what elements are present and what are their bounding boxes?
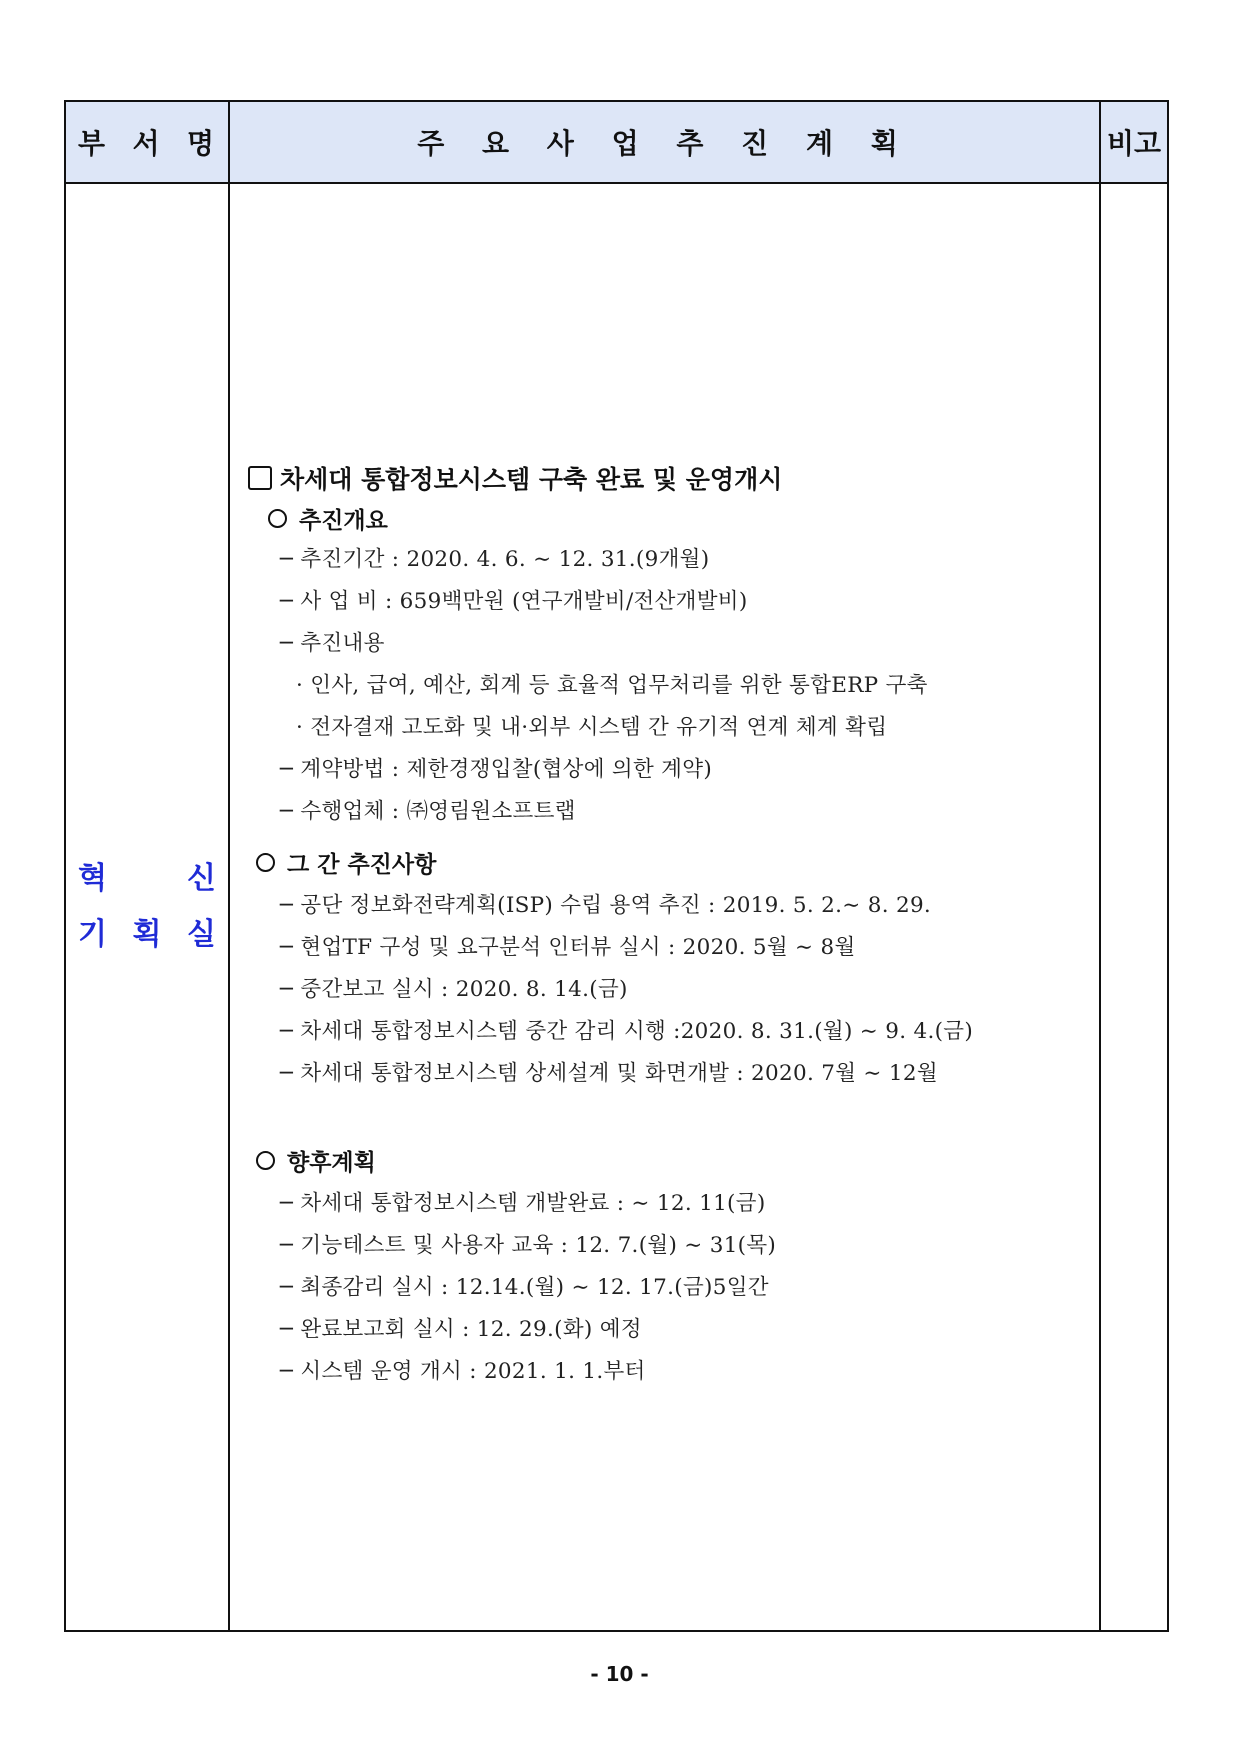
section-heading-overview xyxy=(268,502,388,535)
project-title xyxy=(248,460,782,496)
dept-name-line: 기 획 실 xyxy=(78,917,216,952)
section-heading-text: 추진개요 xyxy=(299,508,388,534)
page-number: - 10 - xyxy=(590,1662,649,1686)
table-body-row xyxy=(65,183,1168,1631)
plan-cell xyxy=(229,183,1100,1631)
future-item: ─ 차세대 통합정보시스템 개발완료 : ∼ 12. 11(금) xyxy=(280,1191,766,1216)
overview-item: ─ 수행업체 : ㈜영림원소프트랩 xyxy=(280,799,576,824)
section-heading-text: 향후계획 xyxy=(287,1150,376,1176)
progress-item: ─ 공단 정보화전략계획(ISP) 수립 용역 추진 : 2019. 5. 2.∼ 8. 29. xyxy=(280,893,932,918)
overview-item: ─ 추진기간 : 2020. 4. 6. ∼ 12. 31.(9개월) xyxy=(280,547,710,572)
future-item: ─ 완료보고회 실시 : 12. 29.(화) 예정 xyxy=(280,1317,642,1342)
overview-item: ─ 추진내용 xyxy=(280,631,385,656)
overview-subitem: · 인사, 급여, 예산, 회계 등 효율적 업무처리를 위한 통합ERP 구축 xyxy=(296,673,928,698)
dept-name-line: 혁 신 xyxy=(78,861,216,896)
future-item: ─ 최종감리 실시 : 12.14.(월) ∼ 12. 17.(금)5일간 xyxy=(280,1275,769,1300)
header-main-plan: 주 요 사 업 추 진 계 획 xyxy=(229,101,1100,183)
remarks-cell xyxy=(1100,183,1168,1631)
future-item: ─ 시스템 운영 개시 : 2021. 1. 1.부터 xyxy=(280,1359,646,1384)
header-dept-name: 부 서 명 xyxy=(65,101,229,183)
section-heading-progress xyxy=(256,846,436,879)
progress-item: ─ 차세대 통합정보시스템 중간 감리 시행 :2020. 8. 31.(월) ∼ 9. 4.(금) xyxy=(280,1019,974,1044)
future-item: ─ 기능테스트 및 사용자 교육 : 12. 7.(월) ∼ 31(목) xyxy=(280,1233,777,1258)
circle-bullet-icon xyxy=(256,1151,275,1170)
section-heading-future xyxy=(256,1144,376,1177)
overview-subitem: · 전자결재 고도화 및 내·외부 시스템 간 유기적 연계 체계 확립 xyxy=(296,715,888,740)
table-header-row xyxy=(65,101,1168,183)
dept-cell xyxy=(65,183,229,1631)
circle-bullet-icon xyxy=(256,853,275,872)
project-title-text: 차세대 통합정보시스템 구축 완료 및 운영개시 xyxy=(280,465,783,494)
overview-item: ─ 계약방법 : 제한경쟁입찰(협상에 의한 계약) xyxy=(280,757,713,782)
business-plan-table xyxy=(64,100,1169,1632)
overview-item: ─ 사 업 비 : 659백만원 (연구개발비/전산개발비) xyxy=(280,589,748,614)
header-remarks: 비고 xyxy=(1100,101,1168,183)
section-heading-text: 그 간 추진사항 xyxy=(287,852,437,878)
circle-bullet-icon xyxy=(268,509,287,528)
progress-item: ─ 중간보고 실시 : 2020. 8. 14.(금) xyxy=(280,977,628,1002)
square-bullet-icon xyxy=(248,466,272,490)
progress-item: ─ 차세대 통합정보시스템 상세설계 및 화면개발 : 2020. 7월 ∼ 12월 xyxy=(280,1061,938,1086)
progress-item: ─ 현업TF 구성 및 요구분석 인터뷰 실시 : 2020. 5월 ∼ 8월 xyxy=(280,935,856,960)
dept-name xyxy=(66,851,228,963)
